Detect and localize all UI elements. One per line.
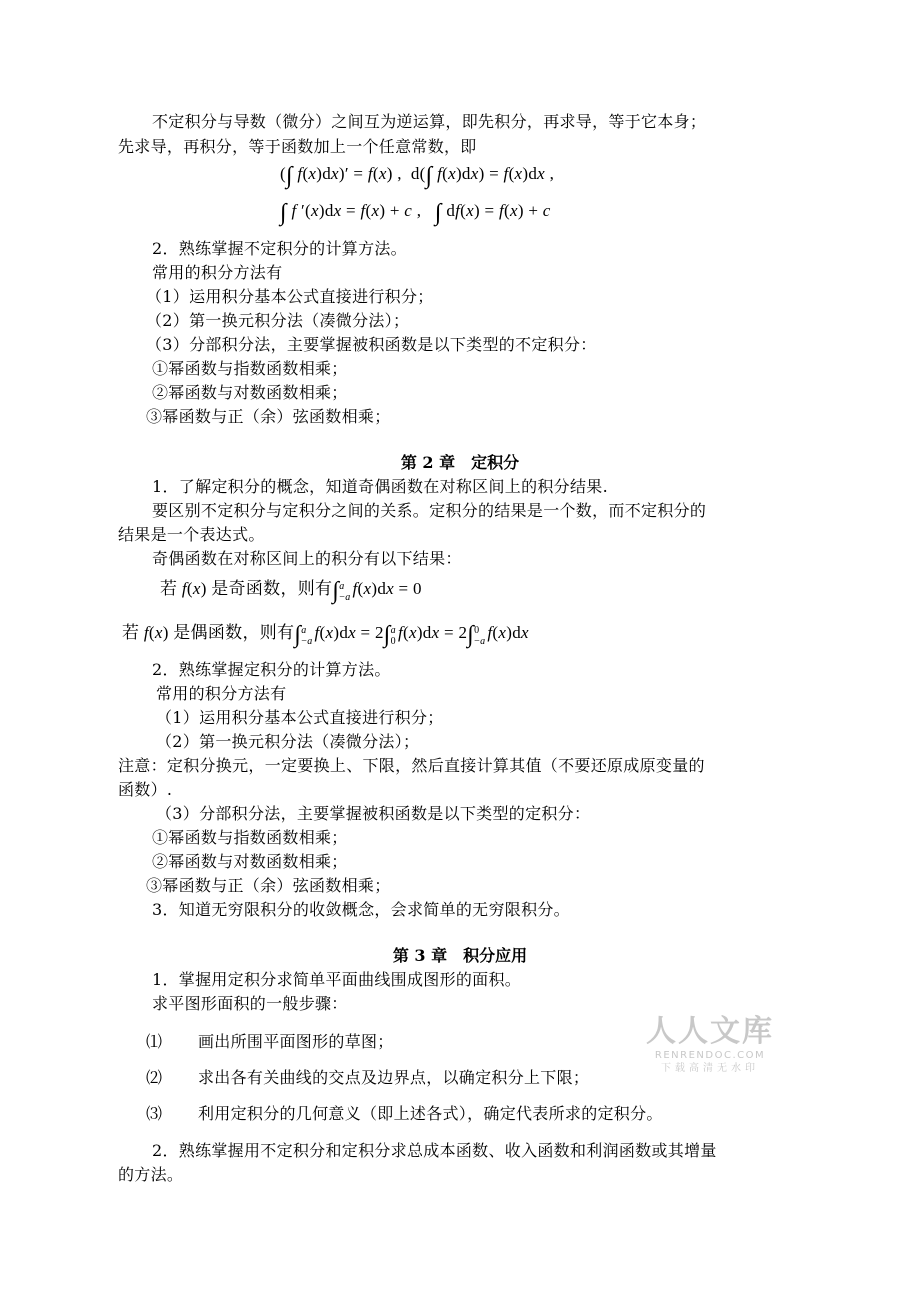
- ch2-case-3: ③幂函数与正（余）弦函数相乘；: [146, 876, 391, 895]
- ch2-para-2a: 要区别不定积分与定积分之间的关系。定积分的结果是一个数，而不定积分的: [152, 501, 707, 520]
- ch3-para-2: 求平图形面积的一般步骤：: [152, 994, 348, 1013]
- watermark-brand: 人人文库: [646, 1014, 774, 1049]
- ch1-case-1: ①幂函数与指数函数相乘；: [152, 359, 348, 378]
- chapter-2-title: 第 2 章 定积分: [400, 453, 520, 472]
- ch2-item-1: 1．了解定积分的概念，知道奇偶函数在对称区间上的积分结果.: [152, 477, 608, 496]
- formula-integral-of-derivative: ∫ f ′(x)dx = f(x) + c , ∫ df(x) = f(x) + c: [280, 200, 551, 226]
- ch1-case-2: ②幂函数与对数函数相乘；: [152, 383, 348, 402]
- ch1-item-2: 2．熟练掌握不定积分的计算方法。: [152, 239, 407, 258]
- chapter-3-title: 第 3 章 积分应用: [392, 946, 528, 965]
- ch1-method-2: （2）第一换元积分法（凑微分法）；: [146, 311, 410, 330]
- ch2-case-1: ①幂函数与指数函数相乘；: [152, 828, 348, 847]
- ch2-case-2: ②幂函数与对数函数相乘；: [152, 852, 348, 871]
- ch2-para-3: 奇偶函数在对称区间上的积分有以下结果：: [152, 549, 462, 568]
- ch2-method-1: （1）运用积分基本公式直接进行积分；: [156, 708, 444, 727]
- formula-odd-function: 若 f(x) 是奇函数，则有∫ a −a f(x)dx = 0: [160, 578, 422, 604]
- intro-line-2: 先求导，再积分，等于函数加上一个任意常数，即: [118, 137, 477, 156]
- watermark: [645, 1015, 775, 1075]
- formula-even-function: 若 f(x) 是偶函数，则有∫ a −a f(x)dx = 2∫ a 0 f(x)dx = 2∫ 0 −a f(x)dx: [122, 622, 529, 648]
- ch3-step-3: 利用定积分的几何意义（即上述各式），确定代表所求的定积分。: [198, 1104, 663, 1123]
- ch2-note-a: 注意：定积分换元，一定要换上、下限，然后直接计算其值（不要还原成原变量的: [118, 756, 705, 775]
- odd-middle: 是奇函数，则有: [211, 579, 333, 598]
- ch3-step-1: 画出所围平面图形的草图；: [198, 1032, 394, 1051]
- ch2-item-3: 3．知道无穷限积分的收敛概念，会求简单的无穷限积分。: [152, 900, 570, 919]
- ch2-note-b: 函数）.: [118, 780, 173, 799]
- ch1-case-3: ③幂函数与正（余）弦函数相乘；: [146, 407, 391, 426]
- ch3-item-2a: 2．熟练掌握用不定积分和定积分求总成本函数、收入函数和利润函数或其增量: [152, 1141, 717, 1160]
- watermark-slogan: 下载高清无水印: [661, 1063, 759, 1074]
- even-middle: 是偶函数，则有: [173, 623, 295, 642]
- ch2-para-2b: 结果是一个表达式。: [118, 525, 265, 544]
- ch3-step-2: 求出各有关曲线的交点及边界点，以确定积分上下限；: [198, 1068, 590, 1087]
- ch3-step-1-number: ⑴: [146, 1032, 163, 1051]
- ch3-item-1: 1．掌握用定积分求简单平面曲线围成图形的面积。: [152, 970, 522, 989]
- ch1-common-methods: 常用的积分方法有: [152, 263, 283, 282]
- ch2-method-3: （3）分部积分法，主要掌握被积函数是以下类型的定积分：: [156, 804, 591, 823]
- ch2-item-2: 2．熟练掌握定积分的计算方法。: [152, 660, 391, 679]
- ch3-item-2b: 的方法。: [118, 1165, 184, 1184]
- odd-prefix: 若: [160, 579, 178, 598]
- ch3-step-2-number: ⑵: [146, 1068, 163, 1087]
- ch1-method-3: （3）分部积分法，主要掌握被积函数是以下类型的不定积分：: [146, 335, 597, 354]
- even-prefix: 若: [122, 623, 140, 642]
- formula-derivative-of-integral: (∫ f(x)dx)′ = f(x) , d(∫ f(x)dx) = f(x)dx ,: [280, 163, 555, 189]
- ch3-step-3-number: ⑶: [146, 1104, 163, 1123]
- intro-line-1: 不定积分与导数（微分）之间互为逆运算，即先积分，再求导，等于它本身；: [152, 112, 707, 131]
- watermark-domain: RENRENDOC.COM: [654, 1050, 766, 1061]
- ch2-common-methods: 常用的积分方法有: [156, 684, 287, 703]
- ch1-method-1: （1）运用积分基本公式直接进行积分；: [146, 287, 434, 306]
- ch2-method-2: （2）第一换元积分法（凑微分法）；: [156, 732, 420, 751]
